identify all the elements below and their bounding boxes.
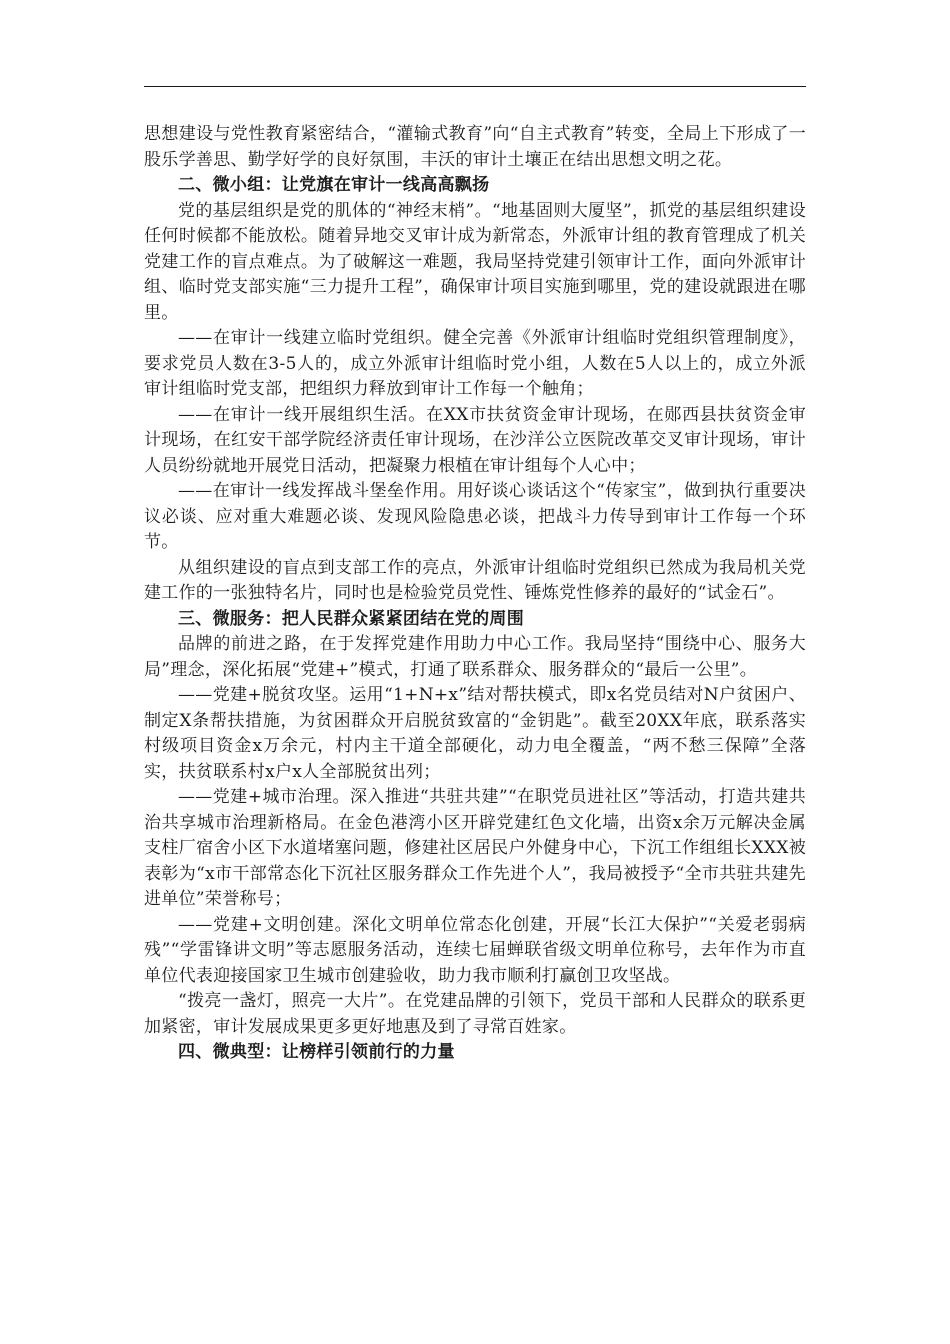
header-rule (144, 86, 806, 87)
paragraph: ——党建+城市治理。深入推进“共驻共建”“在职党员进社区”等活动，打造共建共治共享城市治理新格局。在金色港湾小区开辟党建红色文化墙，出资x余万元解决金属支柱厂宿舍小区下水道堵塞问题，修建社区居民户外健身中心，下沉工作组组长XXX被表彰为“x市干部常态化下沉社区服务群众工作先进个人”，我局被授予“全市共驻共建先进单位”荣誉称号； (144, 787, 806, 909)
paragraph: 从组织建设的盲点到支部工作的亮点，外派审计组临时党组织已然成为我局机关党建工作的一张独特名片，同时也是检验党员党性、锤炼党性修养的最好的“试金石”。 (144, 557, 806, 603)
paragraph: 品牌的前进之路，在于发挥党建作用助力中心工作。我局坚持“围绕中心、服务大局”理念，深化拓展“党建+”模式，打通了联系群众、服务群众的“最后一公里”。 (144, 634, 806, 680)
section-heading-4: 四、微典型：让榜样引领前行的力量 (178, 1042, 455, 1062)
paragraph: ——党建+脱贫攻坚。运用“1+N+x”结对帮扶模式，即x名党员结对N户贫困户、制定X条帮扶措施，为贫困群众开启脱贫致富的“金钥匙”。截至20XX年底，联系落实村级项目资金x万余元，村内主干道全部硬化，动力电全覆盖，“两不愁三保障”全落实，扶贫联系村x户x人全部脱贫出列； (144, 685, 806, 782)
paragraph: ——在审计一线开展组织生活。在XX市扶贫资金审计现场，在郧西县扶贫资金审计现场，在红安干部学院经济责任审计现场，在沙洋公立医院改革交叉审计现场，审计人员纷纷就地开展党日活动，把凝聚力根植在审计组每个人心中； (144, 404, 806, 476)
paragraph: ——在审计一线建立临时党组织。健全完善《外派审计组临时党组织管理制度》，要求党员人数在3-5人的，成立外派审计组临时党小组，人数在5人以上的，成立外派审计组临时党支部，把组织力释放到审计工作每一个触角； (144, 328, 806, 399)
paragraph-continuation: 思想建设与党性教育紧密结合，“灌输式教育”向“自主式教育”转变，全局上下形成了一股乐学善思、勤学好学的良好氛围，丰沃的审计土壤正在结出思想文明之花。 (144, 124, 806, 170)
section-heading-2: 二、微小组：让党旗在审计一线高高飘扬 (178, 175, 490, 195)
paragraph: ——党建+文明创建。深化文明单位常态化创建，开展“长江大保护”“关爱老弱病残”“学雷锋讲文明”等志愿服务活动，连续七届蝉联省级文明单位称号，去年作为市直单位代表迎接国家卫生城市创建验收，助力我市顺利打赢创卫攻坚战。 (144, 914, 806, 986)
document-body (144, 122, 806, 1066)
section-heading-3: 三、微服务：把人民群众紧紧团结在党的周围 (178, 608, 524, 629)
paragraph: 党的基层组织是党的肌体的“神经末梢”。“地基固则大厦坚”，抓党的基层组织建设任何时候都不能放松。随着异地交叉审计成为新常态，外派审计组的教育管理成了机关党建工作的盲点难点。为了破解这一难题，我局坚持党建引领审计工作，面向外派审计组、临时党支部实施“三力提升工程”，确保审计项目实施到哪里，党的建设就跟进在哪里。 (144, 200, 806, 323)
paragraph: “拨亮一盏灯，照亮一大片”。在党建品牌的引领下，党员干部和人民群众的联系更加紧密，审计发展成果更多更好地惠及到了寻常百姓家。 (144, 991, 806, 1037)
paragraph: ——在审计一线发挥战斗堡垒作用。用好谈心谈话这个“传家宝”，做到执行重要决议必谈、应对重大难题必谈、发现风险隐患必谈，把战斗力传导到审计工作每一个环节。 (144, 481, 806, 552)
